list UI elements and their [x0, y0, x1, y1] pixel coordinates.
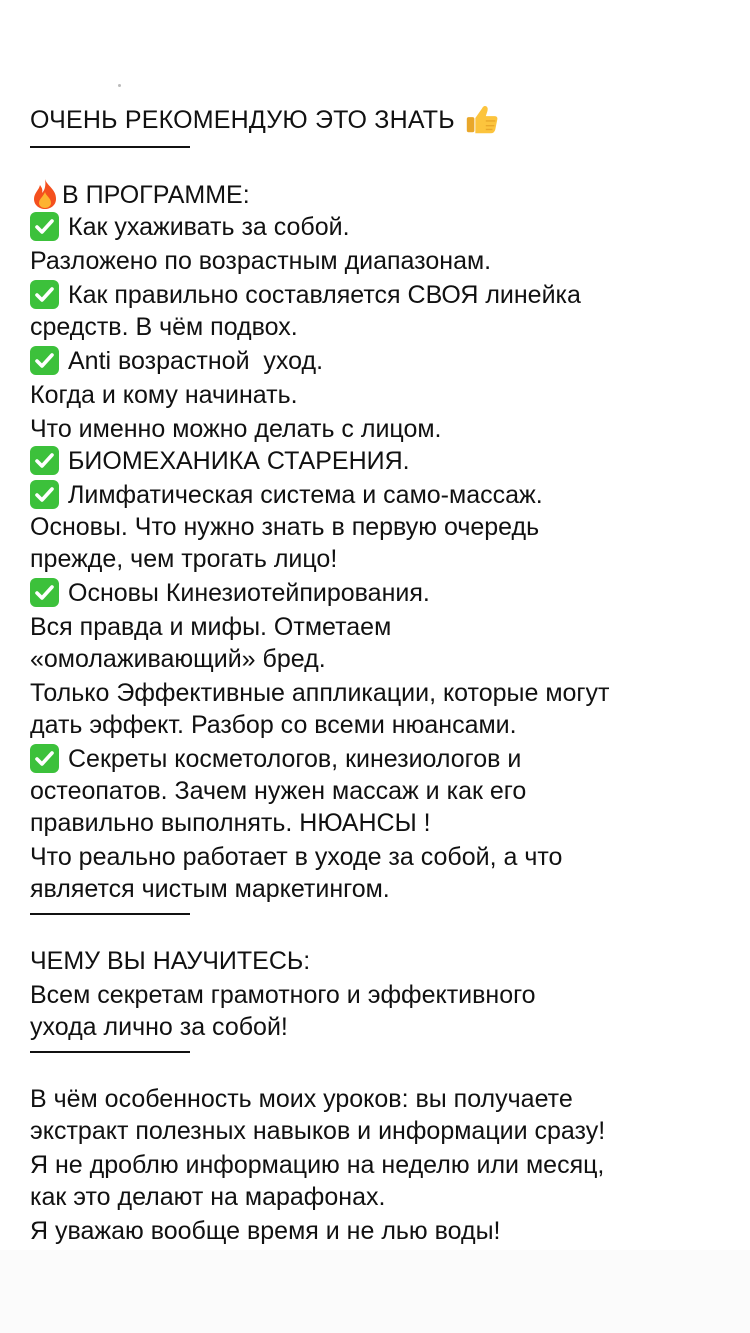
program-line-16: дать эффект. Разбор со всеми нюансами. — [30, 711, 517, 739]
check-icon — [30, 480, 59, 509]
features-line-5: Я уважаю вообще время и не лью воды! — [30, 1217, 501, 1245]
program-line-21: является чистым маркетингом. — [30, 875, 390, 903]
program-line-2: Разложено по возрастным диапазонам. — [30, 247, 492, 275]
program-line-15: Только Эффективные аппликации, которые могут — [30, 679, 610, 707]
program-line-4: средств. В чём подвох. — [30, 313, 298, 341]
program-line-12 — [30, 577, 730, 609]
fire-icon — [30, 178, 60, 210]
thumbs-up-icon — [463, 100, 501, 138]
program-line-19: правильно выполнять. НЮАНСЫ ! — [30, 809, 431, 837]
learn-heading: ЧЕМУ ВЫ НАУЧИТЕСЬ: — [30, 947, 311, 975]
features-line-1: В чём особенность моих уроков: вы получаете — [30, 1085, 573, 1113]
top-dot — [118, 84, 121, 87]
divider — [30, 146, 190, 148]
program-line-13: Вся правда и мифы. Отметаем — [30, 613, 392, 641]
program-item-text: Как ухаживать за собой. — [68, 213, 350, 241]
program-line-17 — [30, 743, 730, 775]
features-line-2: экстракт полезных навыков и информации сразу! — [30, 1117, 606, 1145]
program-line-8 — [30, 445, 730, 477]
program-line-18: остеопатов. Зачем нужен массаж и как его — [30, 777, 527, 805]
check-icon — [30, 346, 59, 375]
program-item-text: Основы Кинезиотейпирования. — [68, 579, 430, 607]
program-item-text: Anti возрастной уход. — [68, 347, 324, 375]
divider — [30, 1051, 190, 1053]
divider — [30, 913, 190, 915]
program-line-6: Когда и кому начинать. — [30, 381, 298, 409]
header-title: ОЧЕНЬ РЕКОМЕНДУЮ ЭТО ЗНАТЬ — [30, 106, 455, 134]
program-line-1 — [30, 211, 730, 243]
check-icon — [30, 212, 59, 241]
program-line-7: Что именно можно делать с лицом. — [30, 415, 442, 443]
program-line-9 — [30, 479, 730, 511]
program-item-text: БИОМЕХАНИКА СТАРЕНИЯ. — [68, 447, 410, 475]
program-line-14: «омолаживающий» бред. — [30, 645, 326, 673]
program-item-text: Секреты косметологов, кинезиологов и — [68, 745, 522, 773]
header-line — [30, 100, 730, 138]
check-icon — [30, 578, 59, 607]
program-line-20: Что реально работает в уходе за собой, а что — [30, 843, 563, 871]
check-icon — [30, 446, 59, 475]
learn-line-1: Всем секретам грамотного и эффективного — [30, 981, 536, 1009]
program-line-11: прежде, чем трогать лицо! — [30, 545, 338, 573]
post-content — [30, 100, 730, 1247]
program-line-3 — [30, 279, 730, 311]
program-line-5 — [30, 345, 730, 377]
check-icon — [30, 744, 59, 773]
bottom-area — [0, 1250, 750, 1333]
program-heading: В ПРОГРАММЕ: — [62, 181, 250, 209]
features-line-3: Я не дроблю информацию на неделю или месяц, — [30, 1151, 605, 1179]
program-line-10: Основы. Что нужно знать в первую очередь — [30, 513, 540, 541]
program-item-text: Лимфатическая система и само-массаж. — [68, 481, 543, 509]
check-icon — [30, 280, 59, 309]
learn-line-2: ухода лично за собой! — [30, 1013, 288, 1041]
program-item-text: Как правильно составляется СВОЯ линейка — [68, 281, 581, 309]
program-heading-line — [30, 178, 730, 211]
features-line-4: как это делают на марафонах. — [30, 1183, 386, 1211]
